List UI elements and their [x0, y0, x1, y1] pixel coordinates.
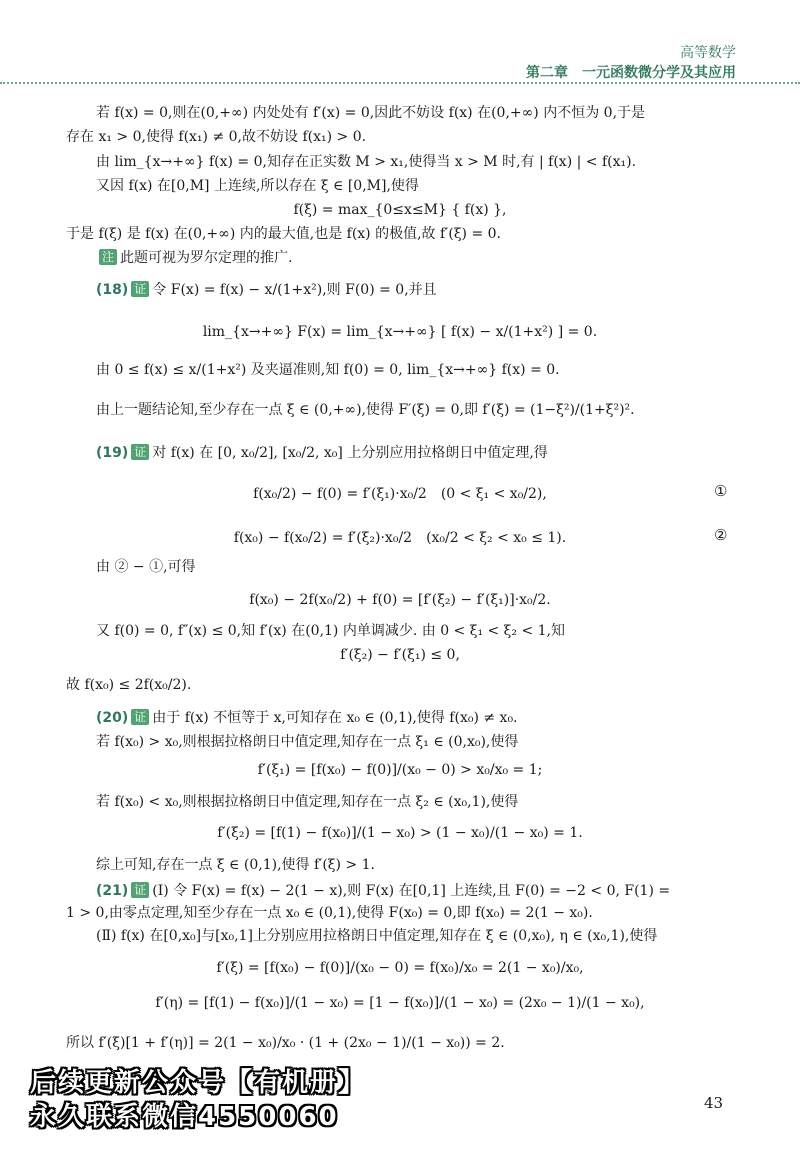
problem-18	[96, 280, 437, 300]
note-line	[96, 248, 292, 268]
equation: f′(η) = [f(1) − f(x₀)]/(1 − x₀) = [1 − f(x₀)]/(1 − x₀) = (2x₀ − 1)/(1 − x₀),	[155, 995, 645, 1011]
text-line: 由上一题结论知,至少存在一点 ξ ∈ (0,+∞),使得 F′(ξ) = 0,即 f′(ξ) = (1−ξ²)/(1+ξ²)².	[96, 402, 635, 418]
text-line: (Ⅱ) f(x) 在[0,x₀]与[x₀,1]上分别应用拉格朗日中值定理,知存在 ξ ∈ (0,x₀), η ∈ (x₀,1),使得	[96, 928, 658, 944]
text-line: 又 f(0) = 0, f″(x) ≤ 0,知 f′(x) 在(0,1) 内单调减少. 由 0 < ξ₁ < ξ₂ < 1,知	[96, 623, 565, 639]
problem-text: 由于 f(x) 不恒等于 x,可知存在 x₀ ∈ (0,1),使得 f(x₀) ≠ x₀.	[152, 710, 518, 726]
header-divider	[0, 82, 800, 84]
proof-tag: 证	[131, 281, 149, 297]
equation: f(x₀) − 2f(x₀/2) + f(0) = [f′(ξ₂) − f′(ξ₁)]·x₀/2.	[249, 592, 551, 608]
equation: f′(ξ) = [f(x₀) − f(0)]/(x₀ − 0) = f(x₀)/x₀ = 2(1 − x₀)/x₀,	[216, 960, 584, 976]
text-line: 由 ② − ①,可得	[96, 559, 196, 575]
text-line: 1 > 0,由零点定理,知至少存在一点 x₀ ∈ (0,1),使得 F(x₀) = 0,即 f(x₀) = 2(1 − x₀).	[66, 905, 593, 921]
problem-20	[96, 708, 518, 728]
problem-number: (21)	[96, 883, 129, 899]
problem-text: 对 f(x) 在 [0, x₀/2], [x₀/2, x₀] 上分别应用拉格朗日中值定理,得	[152, 445, 548, 461]
problem-19	[96, 443, 548, 463]
text-line: 于是 f(ξ) 是 f(x) 在(0,+∞) 内的最大值,也是 f(x) 的极值,故 f′(ξ) = 0.	[66, 226, 501, 242]
equation: f′(ξ₁) = [f(x₀) − f(0)]/(x₀ − 0) > x₀/x₀ = 1;	[257, 762, 543, 778]
proof-tag: 证	[131, 882, 149, 898]
equation: f(x₀/2) − f(0) = f′(ξ₁)·x₀/2 (0 < ξ₁ < x₀/2),	[253, 486, 547, 502]
text-line: 若 f(x₀) > x₀,则根据拉格朗日中值定理,知存在一点 ξ₁ ∈ (0,x₀),使得	[96, 734, 519, 750]
problem-number: (20)	[96, 710, 129, 726]
equation: f′(ξ₂) − f′(ξ₁) ≤ 0,	[340, 647, 460, 663]
watermark-line-1: 后续更新公众号【有机册】	[30, 1068, 367, 1098]
text-line: 又因 f(x) 在[0,M] 上连续,所以存在 ξ ∈ [0,M],使得	[96, 178, 419, 194]
watermark-line-2: 永久联系微信4550060	[30, 1102, 339, 1132]
problem-number: (18)	[96, 282, 129, 298]
problem-number: (19)	[96, 445, 129, 461]
note-text: 此题可视为罗尔定理的推广.	[120, 250, 293, 266]
proof-tag: 证	[131, 709, 149, 725]
page-number: 43	[704, 1094, 724, 1112]
equation: f′(ξ₂) = [f(1) − f(x₀)]/(1 − x₀) > (1 − x₀)/(1 − x₀) = 1.	[217, 825, 583, 841]
equation-label-1: ①	[714, 482, 728, 500]
text-line: 所以 f′(ξ)[1 + f′(η)] = 2(1 − x₀)/x₀ · (1 + (2x₀ − 1)/(1 − x₀)) = 2.	[66, 1035, 505, 1051]
text-line: 存在 x₁ > 0,使得 f(x₁) ≠ 0,故不妨设 f(x₁) > 0.	[66, 129, 367, 145]
text-line: 故 f(x₀) ≤ 2f(x₀/2).	[66, 677, 192, 693]
text-line: 若 f(x) = 0,则在(0,+∞) 内处处有 f′(x) = 0,因此不妨设 f(x) 在(0,+∞) 内不恒为 0,于是	[96, 105, 646, 121]
text-line: 综上可知,存在一点 ξ ∈ (0,1),使得 f′(ξ) > 1.	[96, 857, 375, 873]
note-tag: 注	[99, 249, 117, 265]
header-book-title: 高等数学	[680, 45, 736, 61]
text-line: 由 0 ≤ f(x) ≤ x/(1+x²) 及夹逼准则,知 f(0) = 0, lim_{x→+∞} f(x) = 0.	[96, 362, 560, 378]
problem-21	[96, 881, 670, 901]
equation-label-2: ②	[714, 526, 728, 544]
text-line: 由 lim_{x→+∞} f(x) = 0,知存在正实数 M > x₁,使得当 x > M 时,有 | f(x) | < f(x₁).	[96, 154, 637, 170]
equation: lim_{x→+∞} F(x) = lim_{x→+∞} [ f(x) − x/(1+x²) ] = 0.	[202, 324, 598, 340]
equation: f(ξ) = max_{0≤x≤M} { f(x) },	[293, 202, 507, 218]
header-chapter-title: 第二章 一元函数微分学及其应用	[526, 65, 736, 81]
equation: f(x₀) − f(x₀/2) = f′(ξ₂)·x₀/2 (x₀/2 < ξ₂ < x₀ ≤ 1).	[233, 530, 567, 546]
problem-text: 令 F(x) = f(x) − x/(1+x²),则 F(0) = 0,并且	[152, 282, 437, 298]
text-line: 若 f(x₀) < x₀,则根据拉格朗日中值定理,知存在一点 ξ₂ ∈ (x₀,1),使得	[96, 794, 519, 810]
problem-text: (Ⅰ) 令 F(x) = f(x) − 2(1 − x),则 F(x) 在[0,1] 上连续,且 F(0) = −2 < 0, F(1) =	[152, 883, 671, 899]
proof-tag: 证	[131, 444, 149, 460]
